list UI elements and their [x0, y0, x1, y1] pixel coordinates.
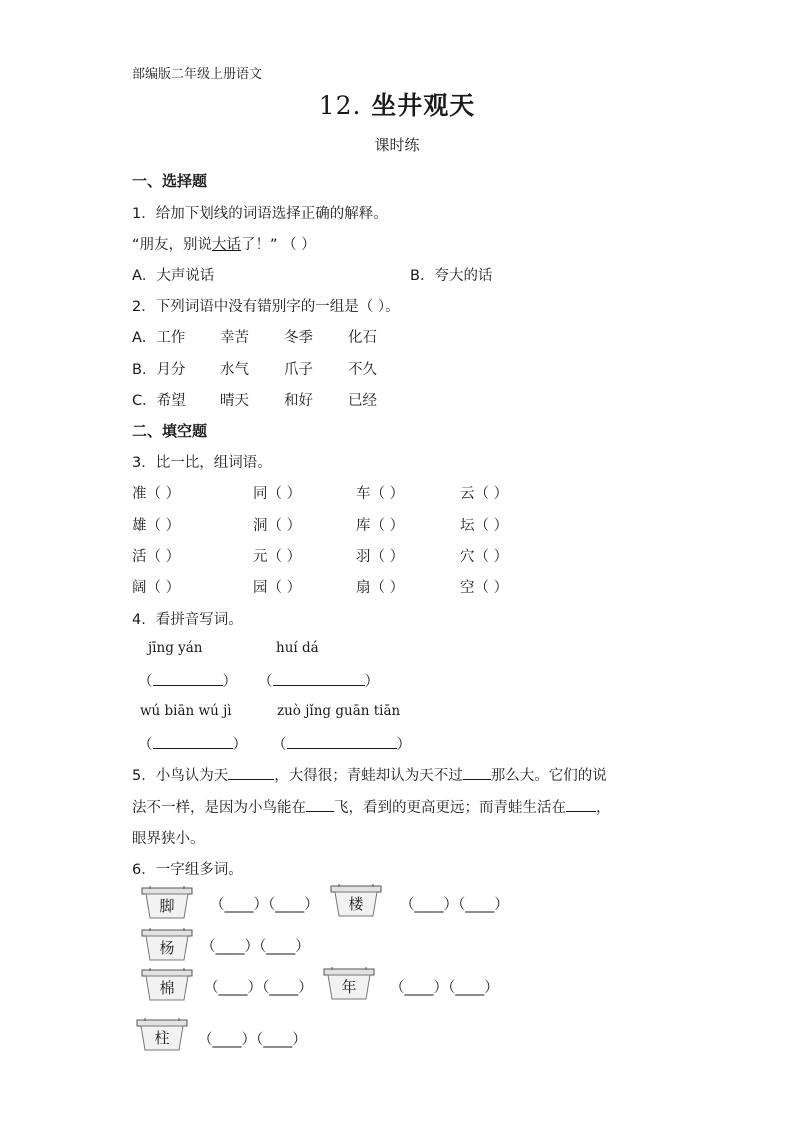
- pinyin-4: zuò jǐng guān tiān: [277, 703, 401, 719]
- char-basket-2: [329, 884, 383, 918]
- blank-5-3[interactable]: [306, 797, 334, 812]
- question-5-line-1: 5．小鸟认为天 ，大得很；青蛙却认为天不过 那么大。它们的说: [132, 764, 607, 785]
- basket-char: 杨: [159, 939, 175, 957]
- blank-pair-5[interactable]: （____）（____）: [390, 980, 499, 996]
- question-3-stem: 3．比一比，组词语。: [132, 455, 272, 471]
- q2-a-1: A．工作: [132, 330, 186, 346]
- blank-5-4[interactable]: [566, 797, 596, 812]
- basket-char: 脚: [159, 897, 175, 915]
- answer-box-2[interactable]: （ ）: [258, 670, 379, 691]
- basket-char: 棉: [159, 979, 175, 997]
- basket-char: 楼: [348, 895, 364, 913]
- question-2-stem: 2．下列词语中没有错别字的一组是（ ）。: [132, 299, 400, 315]
- q3-r3-c2: 元（ ）: [253, 549, 302, 565]
- document-header: 部编版二年级上册语文: [132, 67, 263, 82]
- q3-r2-c3: 库（ ）: [356, 518, 405, 534]
- question-1-option-a: A．大声说话: [132, 268, 215, 284]
- basket-char: 柱: [154, 1029, 170, 1047]
- page-title: [0, 86, 794, 122]
- answer-box-3[interactable]: （ ）: [138, 733, 247, 754]
- basket-char: 年: [341, 978, 357, 996]
- q3-r1-c4: 云（ ）: [460, 486, 509, 502]
- q2-c-2: 晴天: [220, 393, 249, 409]
- q2-a-2: 幸苦: [220, 330, 249, 346]
- q2-c-3: 和好: [284, 393, 313, 409]
- question-4-stem: 4．看拼音写词。: [132, 612, 243, 628]
- q3-r1-c2: 同（ ）: [253, 486, 302, 502]
- blank-5-1[interactable]: [228, 765, 274, 780]
- q2-b-1: B．月分: [132, 362, 186, 378]
- answer-box-1[interactable]: （ ）: [138, 670, 237, 691]
- q2-b-3: 爪子: [284, 362, 313, 378]
- char-basket-5: [322, 967, 376, 1001]
- question-1-quote: [132, 233, 316, 254]
- q3-r3-c3: 羽（ ）: [356, 549, 405, 565]
- q2-c-4: 已经: [348, 393, 377, 409]
- quote-part-b: 了！” （ ）: [241, 237, 316, 253]
- pinyin-2: huí dá: [276, 640, 319, 656]
- answer-box-4[interactable]: （ ）: [272, 733, 411, 754]
- q2-c-1: C．希望: [132, 393, 186, 409]
- q3-r1-c3: 车（ ）: [356, 486, 405, 502]
- q3-r3-c1: 活（ ）: [132, 549, 181, 565]
- title-number: 12.: [318, 91, 362, 120]
- blank-pair-2[interactable]: （____）（____）: [400, 897, 509, 913]
- char-basket-6: [135, 1018, 189, 1052]
- title-text: 坐井观天: [371, 91, 476, 120]
- section-heading-fill: 二、填空题: [132, 422, 208, 440]
- question-6-stem: 6．一字组多词。: [132, 862, 243, 878]
- q3-r4-c2: 园（ ）: [253, 580, 302, 596]
- q3-r2-c4: 坛（ ）: [460, 518, 509, 534]
- q3-r1-c1: 准（ ）: [132, 486, 181, 502]
- quote-part-a: “朋友，别说: [132, 237, 213, 253]
- question-5-line-3: 眼界狭小。: [132, 831, 205, 847]
- blank-pair-4[interactable]: （____）（____）: [204, 980, 313, 996]
- q2-a-3: 冬季: [284, 330, 313, 346]
- blank-pair-6[interactable]: （____）（____）: [198, 1032, 307, 1048]
- q3-r3-c4: 穴（ ）: [460, 549, 509, 565]
- question-1-option-b: B．夸大的话: [410, 268, 493, 284]
- q3-r4-c3: 扇（ ）: [356, 580, 405, 596]
- question-5-line-2: 法不一样，是因为小鸟能在 飞，看到的更高更远；而青蛙生活在 ，: [132, 796, 611, 817]
- q3-r4-c4: 空（ ）: [460, 580, 509, 596]
- page-subtitle: 课时练: [374, 136, 420, 154]
- q3-r4-c1: 阔（ ）: [132, 580, 181, 596]
- char-basket-4: [140, 968, 194, 1002]
- pinyin-3: wú biān wú jì: [140, 703, 232, 719]
- char-basket-3: [140, 928, 194, 962]
- blank-pair-1[interactable]: （____）（____）: [210, 897, 319, 913]
- q3-r2-c2: 洞（ ）: [253, 518, 302, 534]
- q2-b-2: 水气: [220, 362, 249, 378]
- section-heading-choice: 一、选择题: [132, 172, 208, 190]
- question-1-stem: 1．给加下划线的词语选择正确的解释。: [132, 206, 388, 222]
- char-basket-1: [140, 886, 194, 920]
- underlined-word: 大话: [212, 237, 242, 253]
- blank-5-2[interactable]: [463, 765, 491, 780]
- blank-pair-3[interactable]: （____）（____）: [201, 939, 310, 955]
- q3-r2-c1: 雄（ ）: [132, 518, 181, 534]
- pinyin-1: jīng yán: [148, 640, 203, 656]
- q2-a-4: 化石: [348, 330, 377, 346]
- q2-b-4: 不久: [348, 362, 377, 378]
